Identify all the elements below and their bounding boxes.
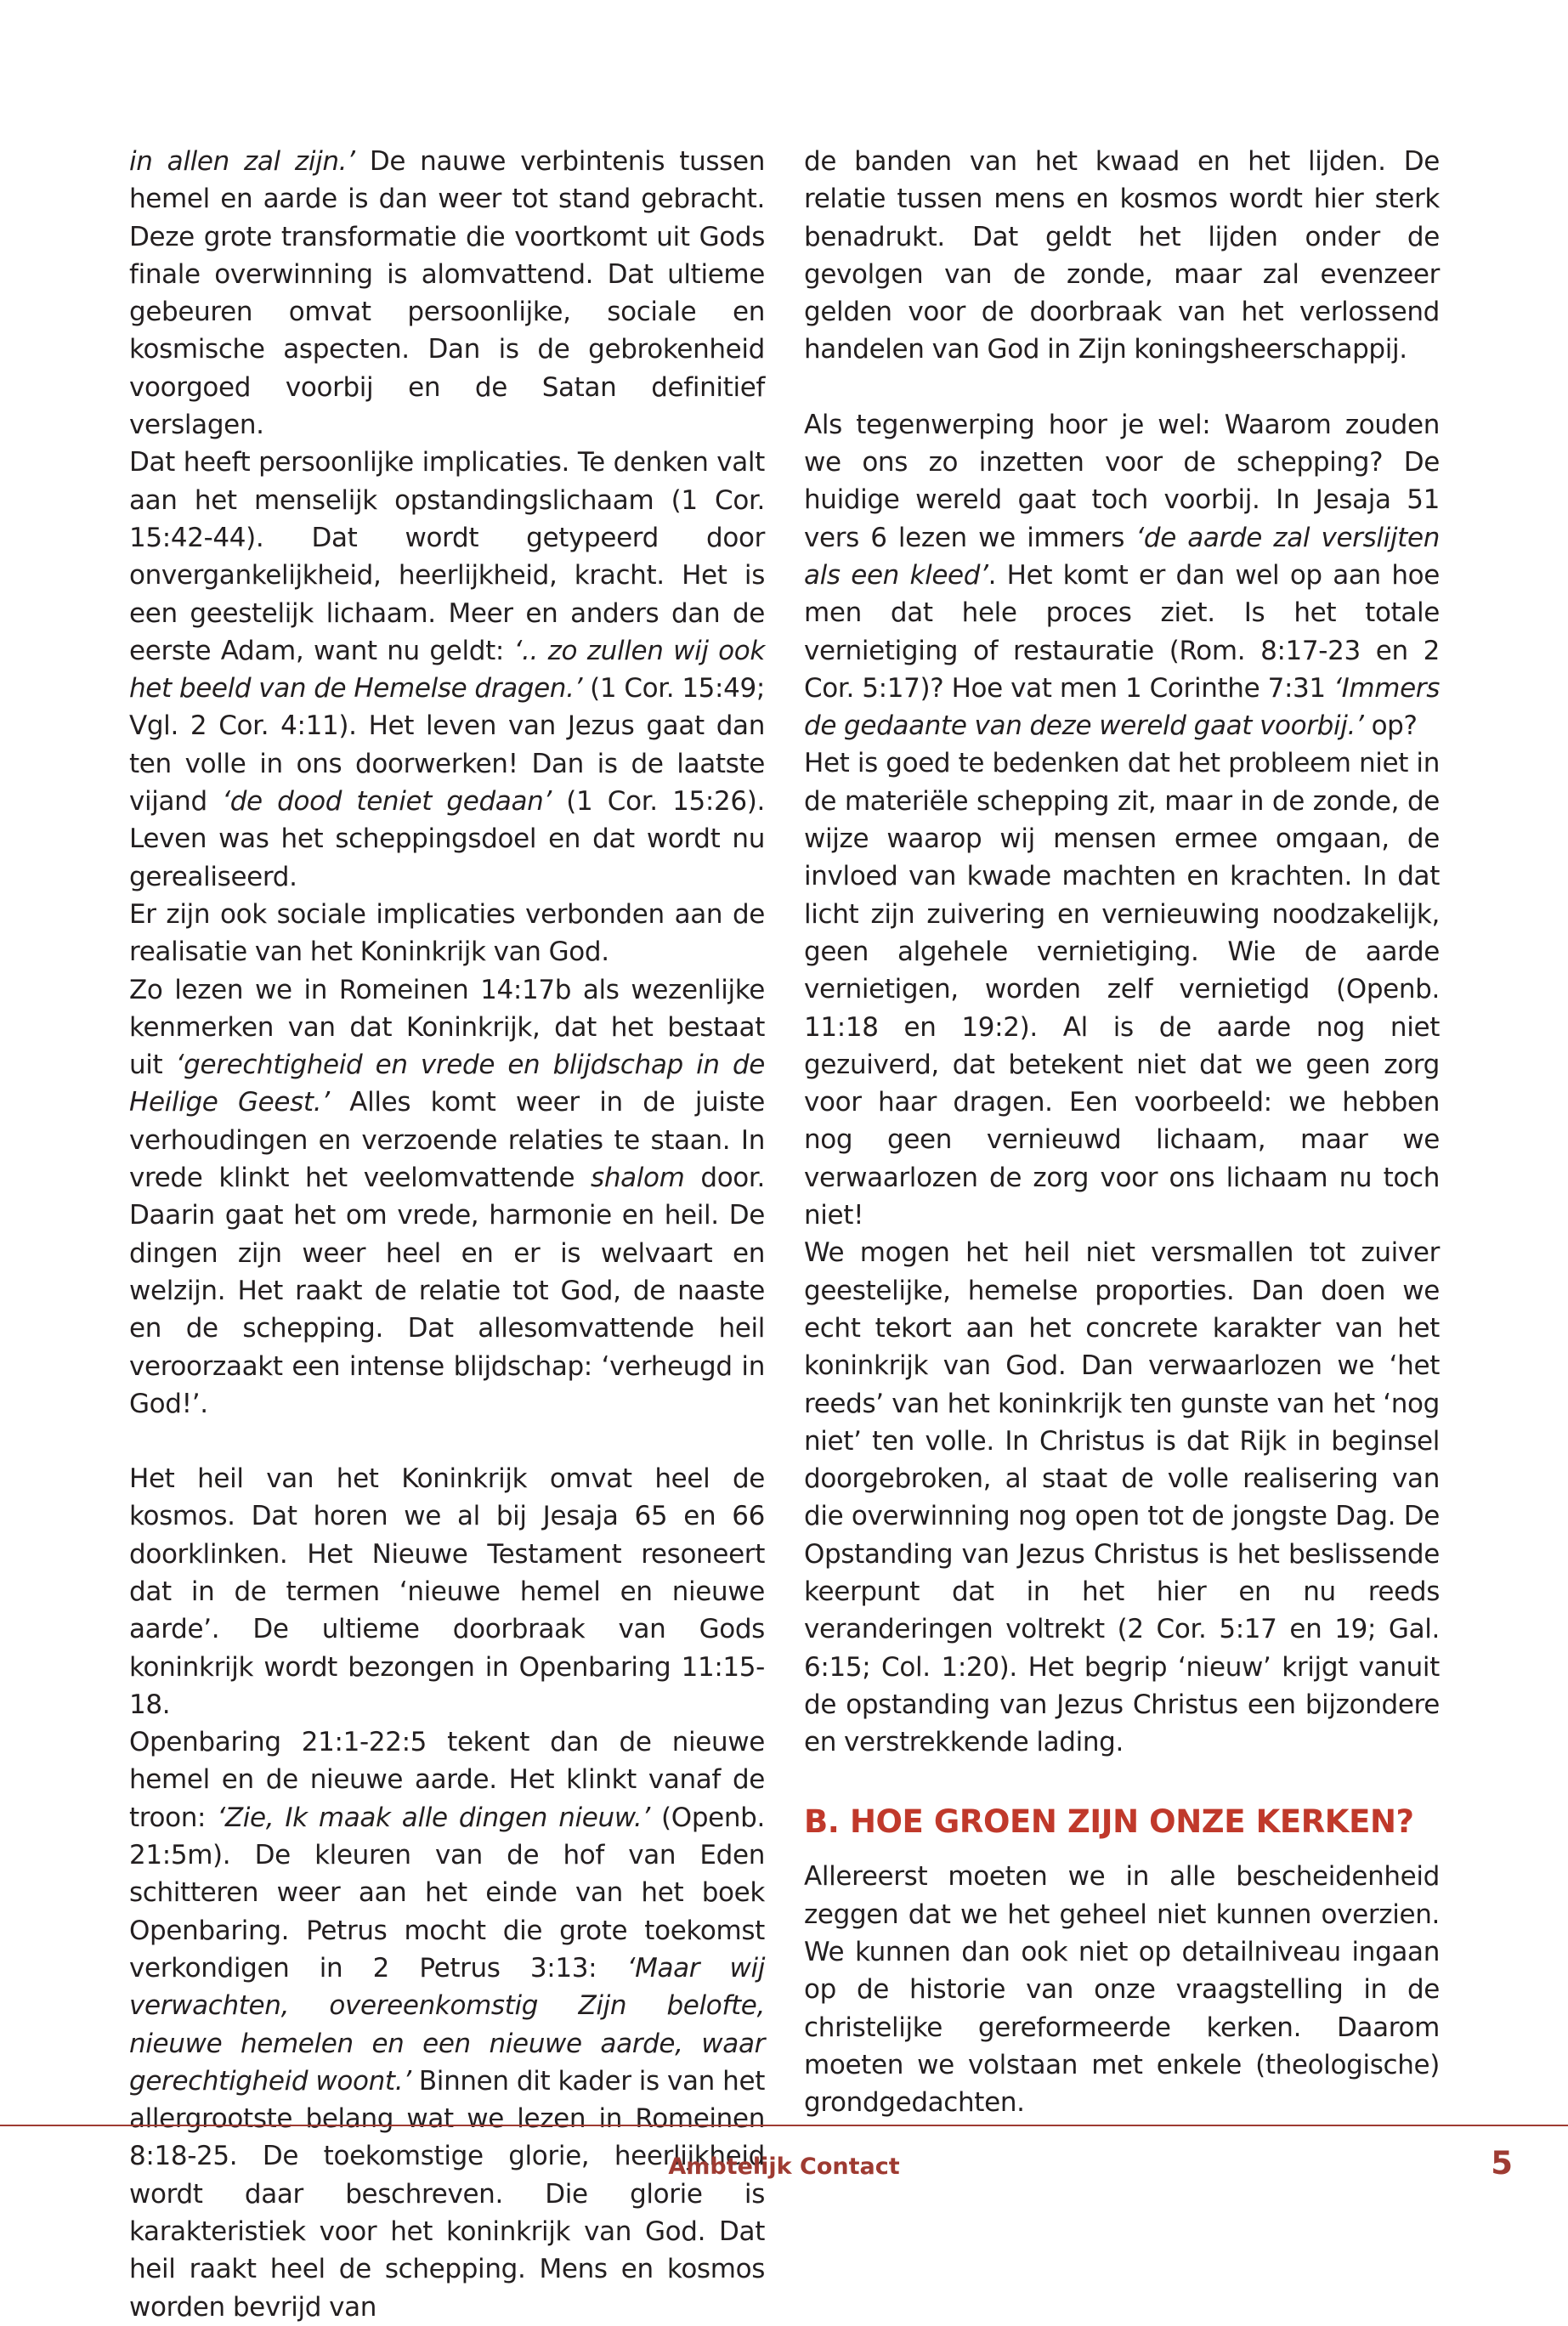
text-run: Allereerst moeten we in alle bescheidenheid zeggen dat we het geheel niet kunnen overzien. We kunnen dan ook niet op detailniveau ingaan op de historie van onze vraagstelling in de christelijke gereformeerde kerken. Daarom moeten we volstaan met enkele (theologische) grondgedachten. bbox=[804, 1861, 1440, 2119]
paragraph bbox=[129, 444, 765, 896]
italic-quote: ‘de dood teniet gedaan’ bbox=[222, 786, 552, 818]
text-run: door. Daarin gaat het om vrede, harmonie en heil. De dingen zijn weer heel en er is welvaart en welzijn. Het raakt de relatie tot God, de naaste en de schepping. Dat allesomvattende heil veroorzaakt een intense blijdschap: ‘verheugd in God!’. bbox=[129, 1163, 765, 1419]
italic-quote: ‘de aarde zal verslijten als een kleed’ bbox=[804, 522, 1440, 591]
text-run: De nauwe verbintenis tussen hemel en aarde is dan weer tot stand gebracht. Deze grote transformatie die voortkomt uit Gods finale overwinning is alomvattend. Dat ultieme gebeuren omvat persoonlijke, sociale en kosmische aspecten. Dan is de gebrokenheid voorgoed voorbij en de Satan definitief verslagen. bbox=[129, 146, 765, 441]
text-run: Als tegenwerping hoor je wel: Waarom zouden we ons zo inzetten voor de schepping? De huidige wereld gaat toch voorbij. In Jesaja 51 vers 6 lezen we immers bbox=[804, 409, 1440, 553]
section-heading: B. HOE GROEN ZIJN ONZE KERKEN? bbox=[804, 1803, 1414, 1841]
paragraph bbox=[804, 1858, 1440, 2121]
italic-quote: ‘Zie, Ik maak alle dingen nieuw.’ bbox=[217, 1802, 650, 1833]
footer-divider bbox=[0, 2125, 1568, 2126]
text-run: (1 Cor. 15:49; Vgl. 2 Cor. 4:11). Het leven van Jezus gaat dan ten volle in ons doorwerken! Dan is de laatste vijand bbox=[129, 673, 765, 818]
text-run: Er zijn ook sociale implicaties verbonden aan de realisatie van het Koninkrijk van God. bbox=[129, 898, 765, 968]
paragraph bbox=[129, 1723, 765, 2326]
text-run: We mogen het heil niet versmallen tot zuiver geestelijke, hemelse proporties. Dan doen we echt tekort aan het concrete karakter van het koninkrijk van God. Dan verwaarlozen we ‘het reeds’ van het koninkrijk ten gunste van het ‘nog niet’ ten volle. In Christus is dat Rijk in beginsel doorgebroken, al staat de volle realisering van die overwinning nog open tot de jongste Dag. De Opstanding van Jezus Christus is het beslissende keerpunt dat in het hier en nu reeds veranderingen voltrekt (2 Cor. 5:17 en 19; Gal. 6:15; Col. 1:20). Het begrip ‘nieuw’ krijgt vanuit de opstanding van Jezus Christus een bijzondere en verstrekkende lading. bbox=[804, 1237, 1440, 1758]
paragraph bbox=[804, 744, 1440, 1234]
paragraph bbox=[129, 143, 765, 444]
text-run: Het heil van het Koninkrijk omvat heel de kosmos. Dat horen we al bij Jesaja 65 en 66 doorklinken. Het Nieuwe Testament resoneert dat in de termen ‘nieuwe hemel en nieuwe aarde’. De ultieme doorbraak van Gods koninkrijk wordt bezongen in Openbaring 11:15-18. bbox=[129, 1463, 765, 1720]
text-run: Het is goed te bedenken dat het probleem niet in de materiële schepping zit, maar in de zonde, de wijze waarop wij mensen ermee omgaan, de invloed van kwade machten en krachten. In dat licht zijn zuivering en vernieuwing noodzakelijk, geen algehele vernietiging. Wie de aarde vernietigen, worden zelf vernietigd (Openb. 11:18 en 19:2). Al is de aarde nog niet gezuiverd, dat betekent niet dat we geen zorg voor haar dragen. Een voorbeeld: we hebben nog geen vernieuwd lichaam, maar we verwaarlozen de zorg voor ons lichaam nu toch niet! bbox=[804, 748, 1440, 1231]
paragraph bbox=[129, 971, 765, 1423]
italic-quote: ‘gerechtigheid en vrede en blijdschap in de Heilige Geest.’ bbox=[129, 1050, 766, 1118]
text-run: de banden van het kwaad en het lijden. De relatie tussen mens en kosmos wordt hier sterk benadrukt. Dat geldt het lijden onder de gevolgen van de zonde, maar zal evenzeer gelden voor de doorbraak van het verlossend handelen van God in Zijn koningsheerschappij. bbox=[804, 146, 1440, 365]
italic-quote: in allen zal zijn.’ bbox=[129, 146, 355, 177]
paragraph bbox=[804, 143, 1440, 369]
italic-quote: ‘Maar wij verwachten, overeenkomstig Zijn belofte, nieuwe hemelen en een nieuwe aarde, waar gerechtigheid woont.’ bbox=[129, 1952, 766, 2097]
italic-quote: ‘.. zo zullen wij ook het beeld van de Hemelse dragen.’ bbox=[129, 635, 765, 705]
text-run: Alles komt weer in de juiste verhoudingen en verzoende relaties te staan. In vrede klinkt het veelomvattende bbox=[129, 1087, 765, 1194]
paragraph bbox=[129, 896, 765, 971]
paragraph bbox=[129, 1460, 765, 1723]
paragraph bbox=[804, 406, 1440, 745]
right-column bbox=[804, 143, 1440, 2122]
left-column bbox=[129, 143, 765, 2326]
italic-quote: shalom bbox=[591, 1163, 685, 1194]
text-run: (1 Cor. 15:26). Leven was het scheppingsdoel en dat wordt nu gerealiseerd. bbox=[129, 786, 765, 892]
text-run: Binnen dit kader is van het allergrootste belang wat we lezen in Romeinen 8:18-25. De toekomstige glorie, heerlijkheid wordt daar beschreven. Die glorie is karakteristiek voor het koninkrijk van God. Dat heil raakt heel de schepping. Mens en kosmos worden bevrijd van bbox=[129, 2065, 765, 2323]
footer-publication-title: Ambtelijk Contact bbox=[668, 2153, 900, 2180]
italic-quote: ‘Immers de gedaante van deze wereld gaat voorbij.’ bbox=[804, 672, 1440, 742]
text-run: (Openb. 21:5m). De kleuren van de hof van Eden schitteren weer aan het einde van het boek Openbaring. Petrus mocht die grote toekomst verkondigen in 2 Petrus 3:13: bbox=[129, 1802, 766, 1984]
text-run: Zo lezen we in Romeinen 14:17b als wezenlijke kenmerken van dat Koninkrijk, dat het bestaat uit bbox=[129, 974, 765, 1081]
text-run: Dat heeft persoonlijke implicaties. Te denken valt aan het menselijk opstandingslichaam (1 Cor. 15:42-44). Dat wordt getypeerd door onvergankelijkheid, heerlijkheid, kracht. Het is een geestelijk lichaam. Meer en anders dan de eerste Adam, want nu geldt: bbox=[129, 447, 765, 666]
text-run: op? bbox=[1363, 710, 1418, 742]
page-number: 5 bbox=[1491, 2145, 1513, 2182]
text-run: Openbaring 21:1-22:5 tekent dan de nieuwe hemel en de nieuwe aarde. Het klinkt vanaf de troon: bbox=[129, 1727, 765, 1833]
text-run: . Het komt er dan wel op aan hoe men dat hele proces ziet. Is het totale vernietiging of restauratie (Rom. 8:17-23 en 2 Cor. 5:17)? Hoe vat men 1 Corinthe 7:31 bbox=[804, 559, 1441, 704]
paragraph bbox=[804, 1234, 1440, 1761]
